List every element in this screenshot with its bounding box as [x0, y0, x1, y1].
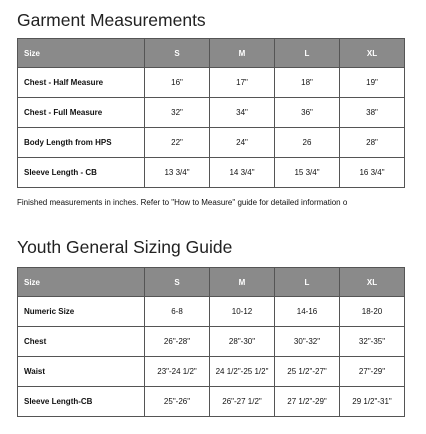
table-cell: 32"-35" [340, 327, 405, 357]
column-header-s: S [145, 39, 210, 68]
table-cell: 30"-32" [275, 327, 340, 357]
table-row [18, 387, 405, 417]
table-cell: 26"-28" [145, 327, 210, 357]
garment-measurements-table [17, 38, 405, 188]
table-cell: 34" [210, 98, 275, 128]
row-label: Sleeve Length - CB [18, 158, 145, 188]
table-row [18, 327, 405, 357]
table-cell: 14-16 [275, 297, 340, 327]
column-header-size: Size [18, 39, 145, 68]
row-label: Sleeve Length-CB [18, 387, 145, 417]
row-label: Chest - Full Measure [18, 98, 145, 128]
youth-sizing-table [17, 267, 405, 417]
column-header-l: L [275, 39, 340, 68]
youth-sizing-title: Youth General Sizing Guide [17, 237, 233, 257]
column-header-size: Size [18, 268, 145, 297]
row-label: Body Length from HPS [18, 128, 145, 158]
table-cell: 28" [340, 128, 405, 158]
table-cell: 27 1/2"-29" [275, 387, 340, 417]
table-cell: 27"-29" [340, 357, 405, 387]
table-cell: 28"-30" [210, 327, 275, 357]
table-cell: 23"-24 1/2" [145, 357, 210, 387]
table-header-row [18, 39, 405, 68]
table-row [18, 98, 405, 128]
table-cell: 10-12 [210, 297, 275, 327]
table-row [18, 128, 405, 158]
row-label: Waist [18, 357, 145, 387]
table-row [18, 68, 405, 98]
row-label: Chest - Half Measure [18, 68, 145, 98]
row-label: Numeric Size [18, 297, 145, 327]
table-cell: 24" [210, 128, 275, 158]
column-header-s: S [145, 268, 210, 297]
table-cell: 14 3/4" [210, 158, 275, 188]
table-cell: 24 1/2"-25 1/2" [210, 357, 275, 387]
table-cell: 18-20 [340, 297, 405, 327]
table-cell: 32" [145, 98, 210, 128]
table-cell: 16 3/4" [340, 158, 405, 188]
column-header-xl: XL [340, 39, 405, 68]
table-row [18, 158, 405, 188]
table-cell: 26"-27 1/2" [210, 387, 275, 417]
table-cell: 22" [145, 128, 210, 158]
table-cell: 29 1/2"-31" [340, 387, 405, 417]
table-cell: 13 3/4" [145, 158, 210, 188]
column-header-xl: XL [340, 268, 405, 297]
table-cell: 6-8 [145, 297, 210, 327]
column-header-m: M [210, 39, 275, 68]
table-row [18, 357, 405, 387]
table-cell: 15 3/4" [275, 158, 340, 188]
table-cell: 16" [145, 68, 210, 98]
table-cell: 18" [275, 68, 340, 98]
table-cell: 17" [210, 68, 275, 98]
table-row [18, 297, 405, 327]
table-cell: 38" [340, 98, 405, 128]
garment-measurements-title: Garment Measurements [17, 10, 206, 30]
table-header-row [18, 268, 405, 297]
column-header-l: L [275, 268, 340, 297]
row-label: Chest [18, 327, 145, 357]
measurement-note: Finished measurements in inches. Refer to "How to Measure" guide for detailed information o [17, 198, 348, 207]
table-cell: 26 [275, 128, 340, 158]
table-cell: 25 1/2"-27" [275, 357, 340, 387]
table-cell: 19" [340, 68, 405, 98]
table-cell: 25"-26" [145, 387, 210, 417]
table-cell: 36" [275, 98, 340, 128]
column-header-m: M [210, 268, 275, 297]
